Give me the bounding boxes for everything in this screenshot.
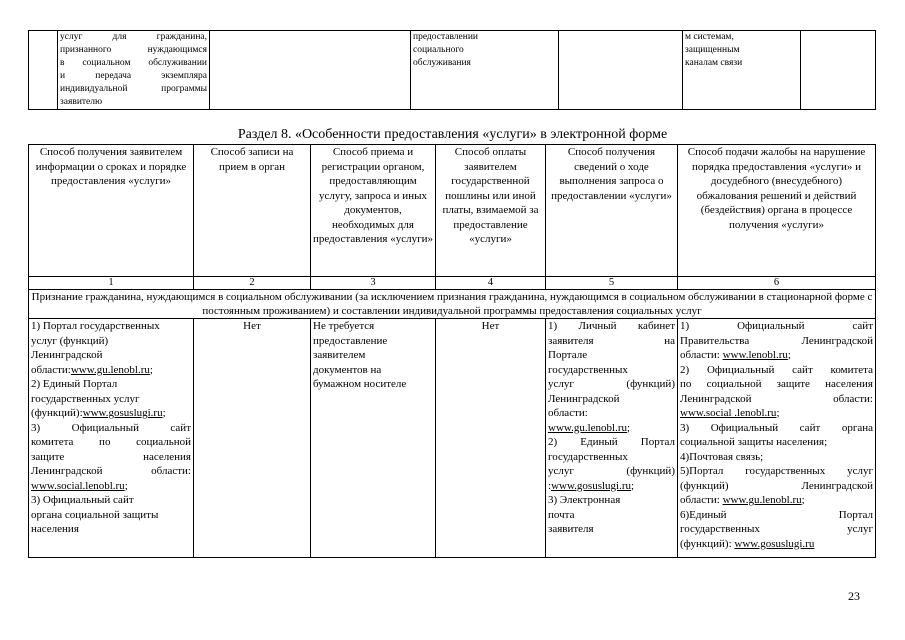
page-number: 23 bbox=[848, 589, 860, 603]
complaint-method-cell bbox=[678, 319, 876, 558]
text-fragment: области: bbox=[680, 349, 723, 361]
continuation-cell-number bbox=[29, 31, 58, 110]
text-line bbox=[548, 421, 675, 436]
text-fragment: ; bbox=[162, 407, 166, 419]
text-line: 2) Единый Портал bbox=[548, 436, 675, 448]
data-row bbox=[29, 319, 876, 558]
text-line: 2) Единый Портал bbox=[31, 378, 118, 390]
text-line: 3) Официальный сайт органа bbox=[680, 421, 873, 434]
continuation-cell-channels bbox=[683, 31, 801, 110]
status-info-cell bbox=[546, 319, 678, 558]
text-line: 1) Портал государственных bbox=[31, 320, 160, 332]
continuation-text-line: м системам, bbox=[685, 32, 734, 42]
text-fragment: области: bbox=[31, 363, 71, 376]
text-line: Ленинградской области: bbox=[680, 392, 873, 405]
text-line: государственных bbox=[548, 450, 628, 463]
continuation-text-line: защищенным bbox=[685, 45, 740, 55]
link-gu-lenobl[interactable]: www.gu.lenobl.ru bbox=[70, 363, 150, 376]
section-title: Раздел 8. «Особенности предоставления «услуги» в электронной форме bbox=[237, 127, 668, 142]
text-line: государственных bbox=[548, 363, 628, 376]
text-fragment: ; bbox=[787, 349, 791, 361]
info-methods-cell bbox=[29, 319, 194, 558]
text-fragment: (функций): bbox=[31, 407, 83, 419]
text-line: социальной защиты населения; bbox=[680, 436, 828, 448]
text-line: заявителем bbox=[313, 349, 366, 361]
text-line: 3) Официальный сайт bbox=[31, 494, 134, 506]
text-line bbox=[31, 406, 191, 421]
text-line: заявителя на bbox=[548, 334, 675, 347]
header-cell: Способ приема и регистрации органом, предоставляющим услугу, запроса и иных документов, необходимых для предоставления «услуги» bbox=[311, 145, 436, 277]
header-cell: Способ получения заявителем информации о сроках и порядке предоставления «услуги» bbox=[29, 145, 194, 277]
link-gu-lenobl[interactable]: www.gu.lenobl.ru bbox=[548, 421, 628, 434]
continuation-text-line: и передача экземпляра bbox=[60, 71, 207, 81]
text-fragment: области: bbox=[680, 494, 723, 506]
text-line: предоставление bbox=[313, 334, 388, 347]
text-line: органа социальной защиты bbox=[31, 508, 159, 521]
link-gosuslugi[interactable]: www.gosuslugi.ru bbox=[734, 537, 815, 550]
continuation-cell-empty bbox=[801, 31, 876, 110]
continuation-text-line: предоставлении bbox=[413, 32, 479, 42]
text-line: Правительства Ленинградской bbox=[680, 334, 873, 347]
text-fragment: ; bbox=[124, 479, 128, 492]
text-line: услуг (функций) bbox=[31, 334, 109, 347]
text-line: заявителя bbox=[548, 523, 594, 535]
header-cell: Способ подачи жалобы на нарушение порядка предоставления «услуги» и досудебного (внесудебного) обжалования решений и действий (бездействия) органа в процессе получения «услуги» bbox=[678, 145, 876, 277]
column-number: 4 bbox=[436, 277, 546, 290]
service-title-row bbox=[29, 290, 876, 319]
text-fragment: ; bbox=[776, 407, 780, 419]
text-line: 1) Личный кабинет bbox=[548, 320, 675, 332]
header-cell: Способ получения сведений о ходе выполнения запроса о предоставлении «услуги» bbox=[546, 145, 678, 277]
header-row bbox=[29, 145, 876, 277]
continuation-text-line: услуг для гражданина, bbox=[60, 32, 207, 42]
text-line: Портале bbox=[548, 349, 588, 361]
text-line: услуг (функций) bbox=[548, 378, 675, 390]
text-line: Ленинградской bbox=[31, 349, 103, 361]
text-fragment: ; bbox=[149, 363, 153, 376]
electronic-form-table bbox=[28, 144, 876, 558]
continuation-cell-empty bbox=[559, 31, 683, 110]
continuation-table bbox=[28, 30, 876, 110]
text-fragment: : bbox=[548, 479, 552, 492]
continuation-text-line: признанного нуждающимся bbox=[60, 45, 207, 55]
appointment-method-cell: Нет bbox=[194, 319, 311, 558]
header-cell: Способ записи на прием в орган bbox=[194, 145, 311, 277]
continuation-row bbox=[29, 31, 876, 110]
text-fragment: ; bbox=[801, 494, 805, 506]
text-line: по социальной защите населения bbox=[680, 378, 873, 390]
text-line bbox=[31, 479, 191, 494]
link-gu-lenobl[interactable]: www.gu.lenobl.ru bbox=[722, 494, 802, 506]
link-gosuslugi[interactable]: www.gosuslugi.ru bbox=[551, 479, 632, 492]
text-line: 1) Официальный сайт bbox=[680, 320, 873, 332]
text-line bbox=[680, 537, 873, 552]
text-line bbox=[680, 348, 873, 363]
text-line: Ленинградской bbox=[548, 392, 620, 405]
continuation-text-line: индивидуальной программы bbox=[60, 84, 207, 94]
text-line: комитета по социальной bbox=[31, 436, 191, 448]
continuation-cell-empty bbox=[210, 31, 411, 110]
submission-method-cell bbox=[311, 319, 436, 558]
continuation-text-line: обслуживания bbox=[413, 58, 471, 68]
text-line: услуг (функций) bbox=[548, 465, 675, 477]
text-line: 4)Почтовая связь; bbox=[680, 450, 764, 463]
text-line bbox=[680, 406, 873, 421]
text-line: 6)Единый Портал bbox=[680, 508, 873, 521]
column-number: 1 bbox=[29, 277, 194, 290]
continuation-text-line: в социальном обслуживании bbox=[60, 58, 207, 68]
text-line: защите населения bbox=[31, 450, 191, 463]
continuation-text-line: социального bbox=[413, 45, 464, 55]
text-line: 2) Официальный сайт комитета bbox=[680, 363, 873, 376]
text-line: 3) Электронная bbox=[548, 494, 621, 506]
text-line: бумажном носителе bbox=[313, 378, 407, 390]
link-social-lenobl[interactable]: www.social.lenobl.ru bbox=[31, 479, 125, 492]
payment-method-cell: Нет bbox=[436, 319, 546, 558]
text-line bbox=[31, 363, 191, 378]
continuation-text-line: заявителю bbox=[60, 97, 103, 107]
text-line: документов на bbox=[313, 363, 382, 376]
column-number: 6 bbox=[678, 277, 876, 290]
text-line bbox=[680, 493, 873, 508]
service-title: Признание гражданина, нуждающимся в социальном обслуживании (за исключением признания гражданина, нуждающимся в социальном обслуживании в стационарной форме с постоянным проживанием) и составлении индивидуальной программы предоставления социальных услуг bbox=[29, 290, 876, 319]
column-number: 5 bbox=[546, 277, 678, 290]
link-social-lenobl[interactable]: www.social .lenobl.ru bbox=[680, 407, 777, 419]
column-number: 2 bbox=[194, 277, 311, 290]
text-line: области: bbox=[548, 407, 588, 419]
link-lenobl[interactable]: www.lenobl.ru bbox=[722, 349, 788, 361]
text-line: (функций) Ленинградской bbox=[680, 479, 873, 492]
column-number-row bbox=[29, 277, 876, 290]
text-line: 5)Портал государственных услуг bbox=[680, 465, 873, 477]
header-cell: Способ оплаты заявителем государственной пошлины или иной платы, взимаемой за предоставление «услуги» bbox=[436, 145, 546, 277]
text-line bbox=[548, 479, 675, 494]
text-line: 3) Официальный сайт bbox=[31, 421, 191, 434]
text-fragment: ; bbox=[631, 479, 635, 492]
continuation-text-line: каналам связи bbox=[685, 58, 743, 68]
text-line: Ленинградской области: bbox=[31, 465, 191, 477]
continuation-cell-result bbox=[58, 31, 210, 110]
text-line: Не требуется bbox=[313, 320, 375, 332]
continuation-cell-service bbox=[411, 31, 559, 110]
text-line: государственных услуг bbox=[680, 523, 873, 535]
link-gosuslugi[interactable]: www.gosuslugi.ru bbox=[82, 407, 163, 419]
text-line: государственных услуг bbox=[31, 392, 140, 405]
text-fragment: ; bbox=[627, 421, 631, 434]
column-number: 3 bbox=[311, 277, 436, 290]
text-fragment: (функций): bbox=[680, 537, 735, 550]
text-line: почта bbox=[548, 508, 575, 521]
text-line: населения bbox=[31, 523, 79, 535]
